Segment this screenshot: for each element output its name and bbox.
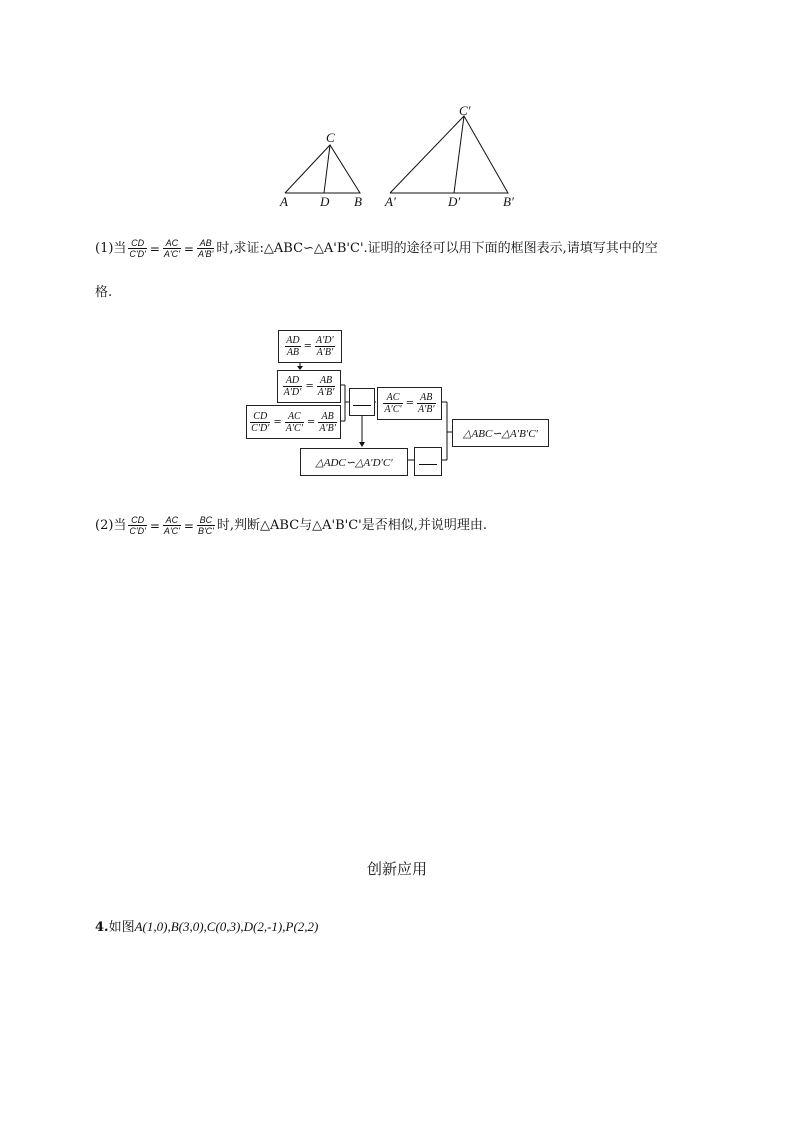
blank-line-1 (353, 405, 371, 406)
question-2 (95, 515, 487, 536)
q2-f1-num: CD (128, 515, 146, 526)
segment-cd (324, 145, 330, 193)
q1-f1-num: CD (128, 238, 146, 249)
q2-f2-den: A'C' (163, 526, 180, 536)
blank-line-2 (419, 464, 437, 465)
question-4 (95, 916, 318, 935)
box3-f2-den: A′C′ (285, 422, 303, 434)
q1-fraction-cd (128, 238, 146, 259)
flow-box-result (452, 419, 549, 447)
section-title: 创新应用 (366, 860, 427, 878)
label-d: D (320, 194, 330, 209)
box3-f1-num: CD (250, 411, 270, 423)
q1-f3-den: A'B' (197, 249, 214, 259)
q1-eq-2: = (183, 241, 194, 256)
q1-fraction-ac (163, 238, 181, 259)
q1-text2: 格. (95, 285, 113, 300)
label-c: C (326, 130, 335, 145)
q1-text: 时,求证:△ABC∽△A'B'C'.证明的途径可以用下面的框图表示,请填写其中的空 (216, 241, 658, 256)
box5-f2-num: AB (417, 392, 436, 404)
box2-f1-num: AD (283, 375, 303, 387)
q1-f2-num: AC (163, 238, 181, 249)
question-1 (95, 238, 658, 259)
triangle-figure (270, 100, 540, 215)
flow-blank-box-1[interactable] (349, 388, 375, 416)
flow-box-ac-ab (377, 387, 442, 420)
box2-eq: = (305, 381, 314, 392)
box1-eq: = (303, 341, 312, 352)
flow-box-given-ratios (246, 405, 341, 439)
triangle-abc-prime (390, 116, 508, 193)
box5-frac-2 (417, 392, 436, 415)
q1-f1-den: C'D' (129, 249, 146, 259)
box3-frac-1 (250, 411, 270, 434)
box5-f1-den: A′C′ (384, 404, 402, 415)
flow-blank-box-2[interactable] (414, 447, 442, 476)
box2-f2-num: AB (317, 375, 336, 387)
label-c-prime: C′ (459, 103, 471, 118)
box2-f1-den: A′D′ (283, 387, 302, 398)
box2-f2-den: A′B′ (317, 387, 335, 398)
box2-frac-1 (283, 375, 303, 398)
box3-frac-3 (318, 411, 337, 434)
box3-f3-num: AB (318, 411, 337, 423)
label-d-prime: D′ (448, 194, 461, 209)
q4-number: 4. (95, 920, 109, 935)
q2-prefix: (2)当 (95, 518, 127, 533)
q2-fraction-cd (128, 515, 146, 536)
q2-f3-num: BC (197, 515, 215, 526)
q4-text: 如图 (108, 920, 135, 935)
box5-f2-den: A′B′ (417, 404, 435, 415)
label-b: B (354, 194, 362, 209)
q2-eq-1: = (149, 518, 160, 533)
q2-f1-den: C'D' (129, 526, 146, 536)
flow-box-ad-ab (278, 330, 342, 363)
box5-f1-num: AC (383, 392, 402, 404)
box1-f2-den: A′B′ (316, 347, 334, 358)
box3-frac-2 (285, 411, 304, 434)
box1-f1-den: AB (286, 347, 300, 358)
q1-f2-den: A'C' (163, 249, 180, 259)
label-a-prime: A′ (385, 194, 396, 209)
q2-text: 时,判断△ABC与△A'B'C'是否相似,并说明理由. (216, 518, 488, 533)
box3-eq-1: = (273, 416, 282, 428)
q1-prefix: (1)当 (95, 241, 127, 256)
box3-f3-den: A′B′ (319, 422, 336, 434)
q2-eq-2: = (183, 518, 194, 533)
box3-f2-num: AC (285, 411, 304, 423)
triangle-abc (285, 145, 360, 193)
box2-frac-2 (317, 375, 336, 398)
label-a: A (280, 194, 288, 209)
q1-f3-num: AB (197, 238, 214, 249)
box1-frac-2 (315, 335, 335, 358)
box-result-text: △ABC∽△A′B′C′ (463, 427, 538, 440)
q4-coordinates: A(1,0),B(3,0),C(0,3),D(2,-1),P(2,2) (134, 919, 319, 934)
box1-frac-1 (285, 335, 300, 358)
box3-f1-den: C′D′ (251, 422, 270, 434)
q1-fraction-ab (197, 238, 214, 259)
box3-eq-2: = (306, 416, 316, 428)
box-adc-text: △ADC∽△A′D′C′ (315, 456, 393, 469)
flow-box-ad-a-prime-d-prime (277, 370, 341, 403)
flow-box-adc-similar (300, 448, 408, 476)
box1-f1-num: AD (286, 335, 300, 346)
q1-eq-1: = (149, 241, 160, 256)
q2-f3-den: B'C' (197, 526, 214, 536)
q2-f2-num: AC (163, 515, 181, 526)
q2-fraction-ac (163, 515, 181, 536)
box5-frac-1 (383, 392, 402, 415)
segment-cd-prime (454, 116, 464, 193)
q2-fraction-bc (197, 515, 215, 536)
question-1-line2 (95, 284, 112, 302)
box5-eq: = (405, 398, 414, 409)
label-b-prime: B′ (503, 194, 514, 209)
box1-f2-num: A′D′ (316, 335, 334, 346)
